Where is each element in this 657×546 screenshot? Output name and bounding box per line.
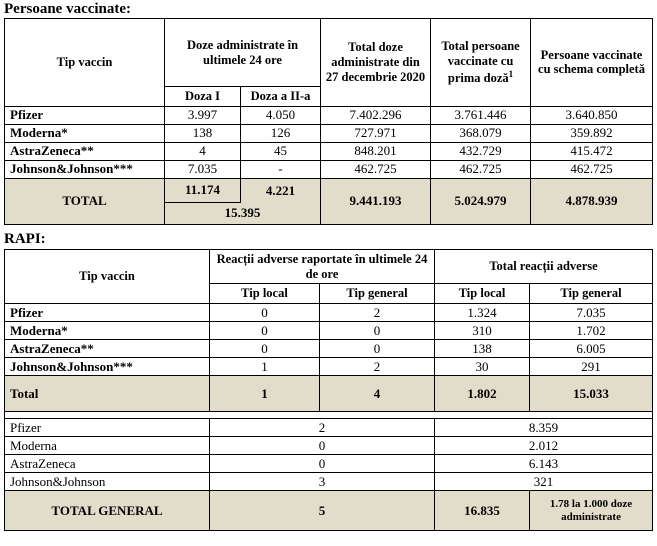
t2-header-row-1 [5, 249, 653, 284]
t2-s2-row-label: Pfizer [5, 419, 210, 437]
t1-cell-prima-doza: 368.079 [431, 124, 531, 142]
rapi-table [4, 249, 653, 532]
t2-header-reactii-24h: Reacții adverse raportate în ultimele 24 de ore [210, 249, 435, 284]
t2-s2-cell-total: 6.143 [435, 455, 653, 473]
t1-cell-schema-completa: 359.892 [531, 124, 653, 142]
t2-s2-cell-total: 321 [435, 473, 653, 491]
t2-total-general-total: 15.033 [530, 376, 653, 412]
t2-header-tip-local-total: Tip local [435, 284, 530, 304]
t1-cell-total-doze: 848.201 [321, 142, 431, 160]
t2-cell-local-24h: 1 [210, 358, 320, 376]
t1-cell-schema-completa: 3.640.850 [531, 106, 653, 124]
t1-header-prima-doza [431, 19, 531, 107]
t1-total-doze-24h-cell [165, 178, 321, 224]
t2-total-general-label: TOTAL GENERAL [5, 491, 210, 531]
t1-cell-doza1: 3.997 [165, 106, 241, 124]
t1-cell-total-doze: 7.402.296 [321, 106, 431, 124]
t1-header-doza-1: Doza I [165, 87, 241, 107]
t2-s2-row-astrazeneca [5, 455, 653, 473]
t1-total-doze-split [165, 179, 320, 203]
t2-s2-row-moderna [5, 437, 653, 455]
t1-row-johnson [5, 160, 653, 178]
t1-cell-schema-completa: 462.725 [531, 160, 653, 178]
t2-cell-general-total: 291 [530, 358, 653, 376]
t2-cell-local-total: 310 [435, 322, 530, 340]
t2-cell-local-24h: 0 [210, 340, 320, 358]
t1-cell-prima-doza: 432.729 [431, 142, 531, 160]
t2-cell-general-24h: 0 [320, 322, 435, 340]
t2-s2-row-pfizer [5, 419, 653, 437]
t2-s2-row-label: Johnson&Johnson [5, 473, 210, 491]
t2-row-label: Pfizer [5, 304, 210, 322]
t1-cell-total-doze: 462.725 [321, 160, 431, 178]
t2-cell-general-24h: 0 [320, 340, 435, 358]
t2-total-general-total: 16.835 [435, 491, 530, 531]
t1-total-label: TOTAL [5, 178, 165, 224]
t1-row-label: Pfizer [5, 106, 165, 124]
t2-row-johnson [5, 358, 653, 376]
t2-cell-general-24h: 2 [320, 358, 435, 376]
t1-cell-doza2: 126 [241, 124, 321, 142]
t2-cell-general-total: 1.702 [530, 322, 653, 340]
t1-header-prima-doza-text: Total persoane vaccinate cu prima doză [441, 39, 520, 85]
t1-total-row [5, 178, 653, 224]
t2-row-label: Johnson&Johnson*** [5, 358, 210, 376]
t2-row-astrazeneca [5, 340, 653, 358]
t2-s2-cell-24h: 0 [210, 437, 435, 455]
t2-s2-cell-total: 2.012 [435, 437, 653, 455]
t1-header-tip-vaccin: Tip vaccin [5, 19, 165, 107]
t1-cell-prima-doza: 462.725 [431, 160, 531, 178]
t2-total-general-24h: 5 [210, 491, 435, 531]
t2-s2-cell-24h: 2 [210, 419, 435, 437]
t1-total-total-doze: 9.441.193 [321, 178, 431, 224]
t2-s2-row-johnson [5, 473, 653, 491]
t2-total-general-24h: 4 [320, 376, 435, 412]
t1-cell-doza2: 4.050 [241, 106, 321, 124]
t2-header-tip-general-24h: Tip general [320, 284, 435, 304]
t1-cell-doza2: 45 [241, 142, 321, 160]
t1-total-doza2: 4.221 [265, 182, 296, 198]
t2-cell-general-24h: 2 [320, 304, 435, 322]
t1-header-total-doze: Total doze administrate din 27 decembrie 2020 [321, 19, 431, 107]
t2-cell-local-24h: 0 [210, 322, 320, 340]
t2-s2-cell-total: 8.359 [435, 419, 653, 437]
t2-total-label: Total [5, 376, 210, 412]
t1-row-label: AstraZeneca** [5, 142, 165, 160]
t2-cell-general-total: 7.035 [530, 304, 653, 322]
t1-header-doze-24h: Doze administrate în ultimele 24 ore [165, 19, 321, 87]
t2-header-tip-local-24h: Tip local [210, 284, 320, 304]
t2-row-pfizer [5, 304, 653, 322]
t1-cell-doza2: - [241, 160, 321, 178]
t1-total-doze-sum: 15.395 [224, 205, 261, 221]
t2-header-total-reactii: Total reacții adverse [435, 249, 653, 284]
t1-header-schema-completa: Persoane vaccinate cu schema completă [531, 19, 653, 107]
t1-cell-doza1: 4 [165, 142, 241, 160]
t2-rate-note: 1.78 la 1.000 doze administrate [530, 491, 653, 531]
t1-header-doza-2: Doza a II-a [241, 87, 321, 107]
t2-s2-cell-24h: 3 [210, 473, 435, 491]
t2-total-general-row [5, 491, 653, 531]
t2-row-label: AstraZeneca** [5, 340, 210, 358]
t1-total-prima-doza: 5.024.979 [431, 178, 531, 224]
t1-total-schema-completa: 4.878.939 [531, 178, 653, 224]
persoane-vaccinate-title: Persoane vaccinate: [4, 1, 132, 17]
t2-spacer-cell [5, 412, 653, 419]
t2-s2-row-label: AstraZeneca [5, 455, 210, 473]
t1-cell-prima-doza: 3.761.446 [431, 106, 531, 124]
t2-total-local-24h: 1 [210, 376, 320, 412]
t2-s2-row-label: Moderna [5, 437, 210, 455]
t2-cell-local-total: 1.324 [435, 304, 530, 322]
t2-total-local-total: 1.802 [435, 376, 530, 412]
t2-cell-local-total: 138 [435, 340, 530, 358]
t2-cell-local-24h: 0 [210, 304, 320, 322]
t2-cell-local-total: 30 [435, 358, 530, 376]
t2-row-moderna [5, 322, 653, 340]
persoane-vaccinate-table [4, 18, 653, 225]
t1-cell-total-doze: 727.971 [321, 124, 431, 142]
t1-cell-doza1: 7.035 [165, 160, 241, 178]
t1-total-doza1: 11.174 [165, 179, 241, 203]
rapi-title: RAPI: [4, 230, 46, 247]
t2-spacer-row [5, 412, 653, 419]
t1-row-label: Johnson&Johnson*** [5, 160, 165, 178]
t2-header-tip-vaccin: Tip vaccin [5, 249, 210, 304]
t1-row-astrazeneca [5, 142, 653, 160]
t2-s2-cell-24h: 0 [210, 455, 435, 473]
t1-header-row-1 [5, 19, 653, 87]
t2-total-row [5, 376, 653, 412]
t2-header-tip-general-total: Tip general [530, 284, 653, 304]
t1-cell-schema-completa: 415.472 [531, 142, 653, 160]
t2-row-label: Moderna* [5, 322, 210, 340]
t1-row-moderna [5, 124, 653, 142]
t1-cell-doza1: 138 [165, 124, 241, 142]
t1-row-label: Moderna* [5, 124, 165, 142]
t2-cell-general-total: 6.005 [530, 340, 653, 358]
footnote-1-marker: 1 [508, 68, 514, 79]
t1-row-pfizer [5, 106, 653, 124]
